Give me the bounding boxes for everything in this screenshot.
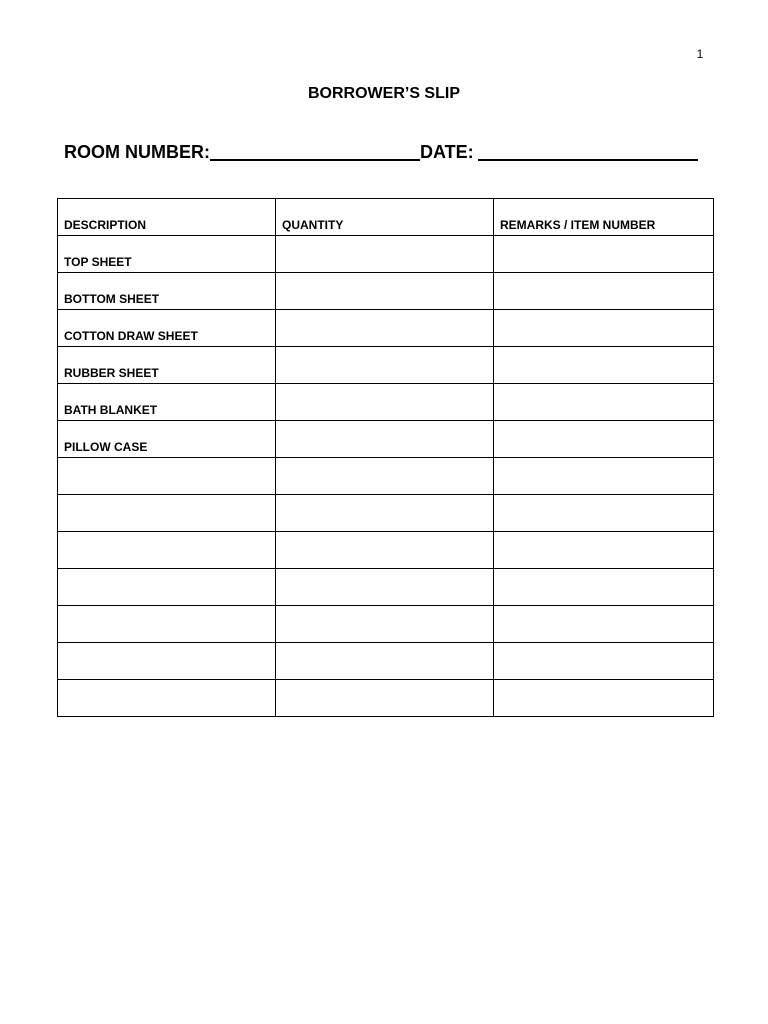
table-row bbox=[58, 495, 714, 532]
remarks-cell[interactable] bbox=[494, 236, 714, 273]
description-cell[interactable]: RUBBER SHEET bbox=[58, 347, 276, 384]
description-cell[interactable] bbox=[58, 643, 276, 680]
remarks-cell[interactable] bbox=[494, 532, 714, 569]
table-row bbox=[58, 458, 714, 495]
column-header-quantity: QUANTITY bbox=[276, 199, 494, 236]
description-cell[interactable] bbox=[58, 532, 276, 569]
page-number: 1 bbox=[696, 47, 704, 61]
date-label: DATE: bbox=[420, 142, 474, 162]
description-cell[interactable]: TOP SHEET bbox=[58, 236, 276, 273]
table-row bbox=[58, 347, 714, 384]
table-row bbox=[58, 273, 714, 310]
description-cell[interactable]: PILLOW CASE bbox=[58, 421, 276, 458]
remarks-cell[interactable] bbox=[494, 273, 714, 310]
quantity-cell[interactable] bbox=[276, 569, 494, 606]
quantity-cell[interactable] bbox=[276, 421, 494, 458]
remarks-cell[interactable] bbox=[494, 495, 714, 532]
description-cell[interactable] bbox=[58, 495, 276, 532]
description-cell[interactable] bbox=[58, 458, 276, 495]
table-row bbox=[58, 532, 714, 569]
quantity-cell[interactable] bbox=[276, 273, 494, 310]
remarks-cell[interactable] bbox=[494, 606, 714, 643]
description-cell[interactable] bbox=[58, 606, 276, 643]
quantity-cell[interactable] bbox=[276, 643, 494, 680]
remarks-cell[interactable] bbox=[494, 421, 714, 458]
remarks-cell[interactable] bbox=[494, 310, 714, 347]
column-header-description: DESCRIPTION bbox=[58, 199, 276, 236]
remarks-cell[interactable] bbox=[494, 347, 714, 384]
column-header-remarks: REMARKS / ITEM NUMBER bbox=[494, 199, 714, 236]
quantity-cell[interactable] bbox=[276, 236, 494, 273]
quantity-cell[interactable] bbox=[276, 532, 494, 569]
remarks-cell[interactable] bbox=[494, 458, 714, 495]
description-cell[interactable] bbox=[58, 569, 276, 606]
remarks-cell[interactable] bbox=[494, 569, 714, 606]
quantity-cell[interactable] bbox=[276, 310, 494, 347]
date-blank[interactable] bbox=[478, 141, 698, 161]
quantity-cell[interactable] bbox=[276, 680, 494, 717]
remarks-cell[interactable] bbox=[494, 643, 714, 680]
table-row bbox=[58, 310, 714, 347]
quantity-cell[interactable] bbox=[276, 606, 494, 643]
table-row bbox=[58, 606, 714, 643]
table-row bbox=[58, 384, 714, 421]
table-header-row bbox=[58, 199, 714, 236]
page-title: BORROWER’S SLIP bbox=[307, 85, 460, 102]
description-cell[interactable]: BATH BLANKET bbox=[58, 384, 276, 421]
quantity-cell[interactable] bbox=[276, 347, 494, 384]
borrower-table bbox=[57, 198, 714, 717]
quantity-cell[interactable] bbox=[276, 458, 494, 495]
room-number-blank[interactable] bbox=[210, 141, 420, 161]
description-cell[interactable] bbox=[58, 680, 276, 717]
remarks-cell[interactable] bbox=[494, 680, 714, 717]
remarks-cell[interactable] bbox=[494, 384, 714, 421]
table-body bbox=[58, 236, 714, 717]
quantity-cell[interactable] bbox=[276, 384, 494, 421]
table-row bbox=[58, 680, 714, 717]
table-row bbox=[58, 643, 714, 680]
room-number-label: ROOM NUMBER: bbox=[64, 142, 210, 162]
header-fields bbox=[64, 141, 698, 163]
description-cell[interactable]: COTTON DRAW SHEET bbox=[58, 310, 276, 347]
table-row bbox=[58, 421, 714, 458]
table-row bbox=[58, 569, 714, 606]
table-row bbox=[58, 236, 714, 273]
quantity-cell[interactable] bbox=[276, 495, 494, 532]
description-cell[interactable]: BOTTOM SHEET bbox=[58, 273, 276, 310]
